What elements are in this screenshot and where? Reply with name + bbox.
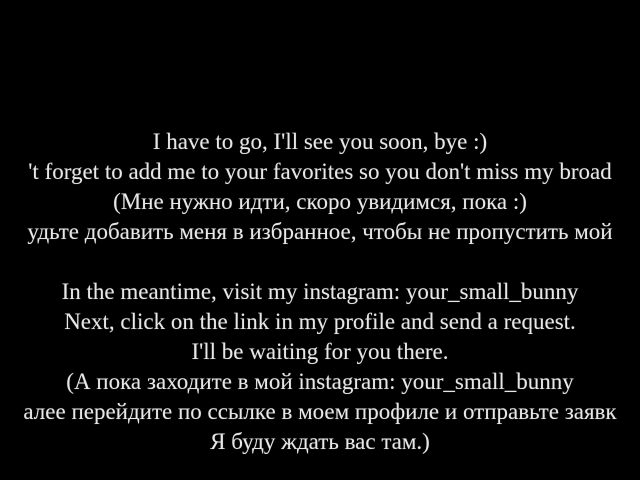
- message-line-russian-goodbye: (Мне нужно идти, скоро увидимся, пока :): [113, 189, 527, 214]
- message-line-english-instagram: In the meantime, visit my instagram: your_small_bunny: [61, 279, 579, 304]
- message-line-russian-favorites: удьте добавить меня в избранное, чтобы не пропустить мой: [27, 219, 613, 244]
- message-line-english-link: Next, click on the link in my profile and send a request.: [64, 309, 576, 334]
- message-line-english-waiting: I'll be waiting for you there.: [191, 339, 449, 364]
- message-line-russian-link: алее перейдите по ссылке в моем профиле и отправьте заявк: [23, 399, 617, 424]
- message-line-english-goodbye: I have to go, I'll see you soon, bye :): [152, 129, 488, 154]
- message-line-blank: [0, 247, 640, 277]
- farewell-message: [0, 127, 640, 457]
- message-line-russian-waiting: Я буду ждать вас там.): [210, 429, 430, 454]
- message-line-russian-instagram: (А пока заходите в мой instagram: your_small_bunny: [66, 369, 574, 394]
- message-line-english-favorites: 't forget to add me to your favorites so you don't miss my broad: [28, 159, 612, 184]
